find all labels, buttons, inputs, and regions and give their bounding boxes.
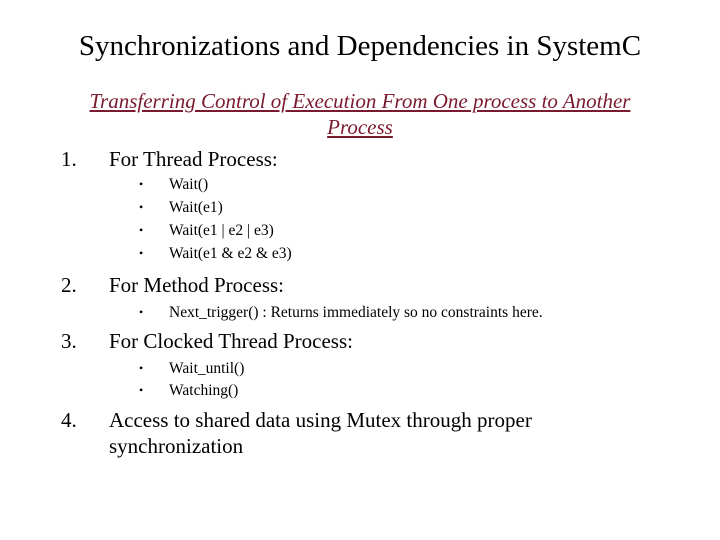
sub-list-item xyxy=(0,380,720,401)
bullet-icon: • xyxy=(139,223,144,237)
list-item-text: Access to shared data using Mutex through proper synchronization xyxy=(109,408,532,458)
sub-list-item xyxy=(0,358,720,379)
bullet-icon: • xyxy=(139,177,144,191)
sub-list-item-text: Wait_until() xyxy=(169,360,245,377)
list-item-text: For Clocked Thread Process: xyxy=(109,329,353,353)
sub-list-item xyxy=(0,197,720,218)
sub-list-item xyxy=(0,174,720,195)
list-item-text: For Method Process: xyxy=(109,273,284,297)
bullet-icon: • xyxy=(139,246,144,260)
slide-title: Synchronizations and Dependencies in SystemC xyxy=(78,30,642,62)
sub-list-item xyxy=(0,220,720,241)
sub-list-item xyxy=(0,302,720,323)
sub-list-item-text: Wait() xyxy=(169,176,209,193)
list-item-number: 2. xyxy=(61,273,77,297)
bullet-icon: • xyxy=(139,383,144,397)
list-item-number: 1. xyxy=(61,147,77,171)
sub-list-item xyxy=(0,243,720,264)
sub-list-item-text: Wait(e1 | e2 | e3) xyxy=(169,222,274,239)
slide-subtitle: Transferring Control of Execution From One process to Another Process xyxy=(89,89,631,139)
list-item-number: 4. xyxy=(61,408,77,432)
bullet-icon: • xyxy=(139,305,144,319)
list-item-number: 3. xyxy=(61,329,77,353)
sub-list-item-text: Wait(e1 & e2 & e3) xyxy=(169,245,292,262)
sub-list-item-text: Next_trigger() : Returns immediately so no constraints here. xyxy=(169,304,543,321)
bullet-icon: • xyxy=(139,200,144,214)
sub-list-item-text: Wait(e1) xyxy=(169,199,223,216)
bullet-icon: • xyxy=(139,361,144,375)
list-item-text: For Thread Process: xyxy=(109,147,278,171)
sub-list-item-text: Watching() xyxy=(169,382,239,399)
